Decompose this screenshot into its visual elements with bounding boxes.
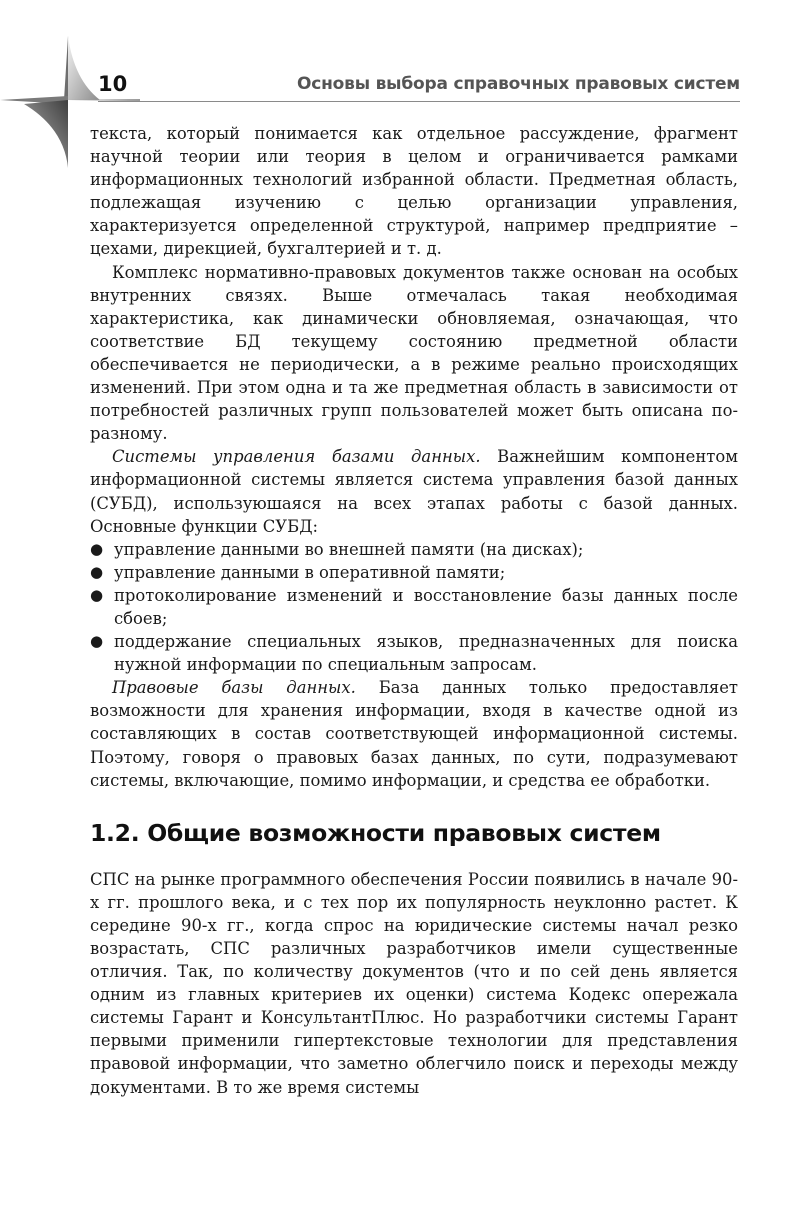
paragraph-4-text: База данных только предоставляет возможности для хранения информации, входя в качестве одной из составляющих в состав соответствующей информационной системы. Поэтому, говоря о правовых базах данных, по сути, подразумевают системы, включающие, помимо информации, и средства ее обработки. [90, 678, 738, 790]
bullet-icon: ● [90, 585, 104, 604]
paragraph-4 [90, 676, 738, 791]
paragraph-3-text: Важнейшим компонентом информационной системы является система управления базой данных (СУБД), используюшаяся на всех этапах работы с базой данных. Основные функции СУБД: [90, 447, 738, 536]
bullet-icon: ● [90, 562, 104, 581]
paragraph-2: Комплекс нормативно-правовых документов также основан на особых внутренних связях. Выше отмечалась такая необходимая характеристика, как динамически обновляемая, означающая, что соответствие БД текущему состоянию предметной области обеспечивается не периодически, а в режиме реально происходящих изменений. При этом одна и та же предметная область в зависимости от потребностей различных групп пользователей может быть описана по-разному. [90, 262, 738, 444]
list-item [90, 630, 738, 676]
running-head [98, 68, 740, 102]
paragraph-1: текста, который понимается как отдельное рассуждение, фрагмент научной теории или теория в целом и ограничивается рамками информационных технологий избранной области. Предметная область, подлежащая изучению с целью организации управления, характеризуется определенной структурой, например предприятие – цехами, дирекцией, бухгалтерией и т. д. [90, 124, 738, 259]
list-item [90, 584, 738, 630]
paragraph-5: СПС на рынке программного обеспечения России появились в начале 90-х гг. прошлого века, и с тех пор их популярность неуклонно растет. К середине 90-х гг., когда спрос на юридические системы начал резко возрастать, СПС различных разработчиков имели существенные отличия. Так, по количеству документов (что и по сей день является одним из главных критериев их оценки) система Кодекс опережала системы Гарант и КонсультантПлюс. Но разработчики системы Гарант первыми применили гипертекстовые технологии для представления правовой информации, что заметно облегчило поиск и переходы между документами. В то же время системы [90, 869, 738, 1097]
bullet-icon: ● [90, 539, 104, 558]
list-item [90, 561, 738, 584]
page-body [90, 122, 738, 1099]
dbms-functions-list [90, 538, 738, 677]
section-heading: 1.2. Общие возможности правовых систем [90, 818, 661, 847]
list-item-text: управление данными в оперативной памяти; [114, 562, 506, 582]
paragraph-3-lead: Системы управления базами данных. [112, 447, 481, 467]
list-item-text: поддержание специальных языков, предназначенных для поиска нужной информации по специальным запросам. [114, 632, 738, 675]
page-number: 10 [98, 72, 128, 96]
paragraph-4-lead: Правовые базы данных. [112, 678, 356, 698]
list-item [90, 538, 738, 561]
header-rule [98, 101, 740, 102]
running-title: Основы выбора справочных правовых систем [297, 74, 740, 94]
list-item-text: управление данными во внешней памяти (на дисках); [114, 539, 584, 559]
list-item-text: протоколирование изменений и восстановление базы данных после сбоев; [114, 585, 738, 628]
paragraph-3 [90, 445, 738, 537]
bullet-icon: ● [90, 632, 104, 651]
